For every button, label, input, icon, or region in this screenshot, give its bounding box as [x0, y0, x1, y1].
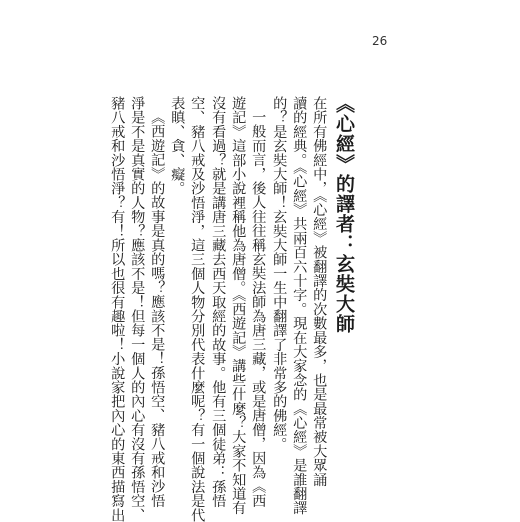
text-column-10: 淨是不是真實的人物？應該不是！但每一個人的內心有沒有孫悟空、 [129, 96, 146, 522]
page-number: 26 [372, 34, 388, 48]
chapter-title: 《心經》的譯者：玄奘大師 [333, 94, 355, 334]
text-column-3: 的？是玄奘大師！玄奘大師一生中翻譯了非常多的佛經。 [271, 96, 288, 451]
text-column-9: 《西遊記》的故事是真的嗎？應該不是！孫悟空、豬八戒和沙悟 [149, 110, 166, 508]
text-column-5: 遊記》這部小說裡稱他為唐僧。《西遊記》講些什麼？大家不知道有 [230, 96, 247, 515]
text-column-4: 一般而言，後人往往稱玄奘法師為唐三藏，或是唐僧，因為《西 [250, 110, 267, 508]
text-column-1: 在所有佛經中，《心經》被翻譯的次數最多，也是最常被大眾誦 [311, 96, 328, 487]
text-column-2: 讀的經典。《心經》共兩百六十字。現在大家念的《心經》是誰翻譯 [291, 96, 308, 515]
text-column-6: 沒有看過？就是講唐三藏去西天取經的故事。他有三個徒弟：孫悟 [210, 96, 227, 508]
text-column-8: 表瞋、貪、癡。 [169, 96, 186, 196]
text-column-11: 豬八戒和沙悟淨？有！所以也很有趣啦！小說家把內心的東西描寫出 [109, 96, 126, 522]
text-column-7: 空、豬八戒及沙悟淨，這三個人物分別代表什麼呢？有一個說法是代 [189, 96, 206, 522]
